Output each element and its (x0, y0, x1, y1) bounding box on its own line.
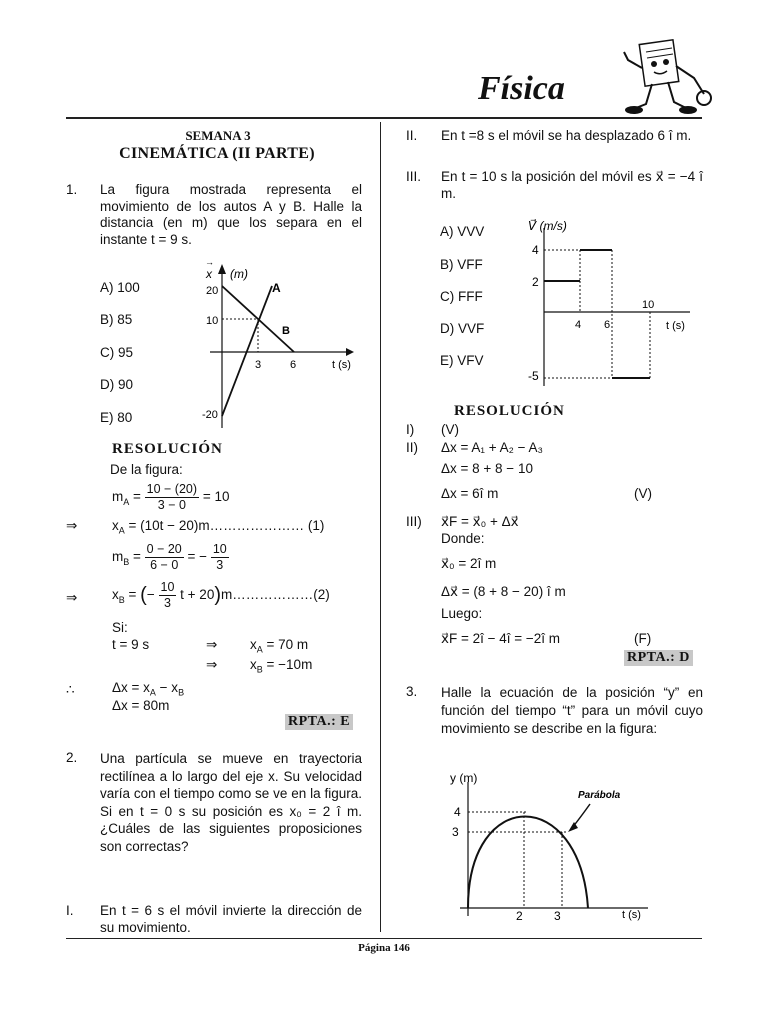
g2-y-label: V⃗ (m/s) (528, 219, 567, 233)
resolucion-1-title: RESOLUCIÓN (112, 441, 223, 457)
answer-badge-1: RPTA.: E (285, 714, 353, 730)
page-header-title: Física (478, 70, 565, 107)
problem-2-text: Una partícula se mueve en trayectoria rectilínea a lo largo del eje x. Su velocidad varía con el tiempo como se ve en la figura. Si en t = 0 s su posición es x₀ = 2 î m. ¿Cuáles de las siguientes proposiciones son correctas? (100, 751, 362, 854)
p1-option-b: B) 85 (100, 312, 133, 327)
p2-option-c: C) FFF (440, 289, 483, 304)
problem-1-text: La figura mostrada representa el movimiento de los autos A y B. Halle la distancia (en m) que los separa en el instante t = 9 s. (100, 182, 362, 247)
g1-x-label: t (s) (332, 359, 351, 371)
res2-donde: Donde: (441, 531, 485, 546)
res1-ma-equation: $m_A$ = $\frac{10 - (20)}{3 - 0}$ = 10 (112, 482, 230, 512)
p1-option-d: D) 90 (100, 377, 134, 392)
p2-option-e: E) VFV (440, 353, 484, 368)
g1-tick-6: 6 (290, 359, 297, 371)
prop-1-text: En t = 6 s el móvil invierte la dirección de su movimiento. (100, 903, 362, 935)
g3-tick-t3: 3 (554, 909, 561, 923)
res2-ii-c: Δx = 6î m (441, 486, 499, 501)
g1-label-b: B (282, 325, 290, 337)
res1-xa-value: $x_A = 70$ m (250, 637, 309, 655)
res2-luego: Luego: (441, 606, 483, 621)
g1-yvar-label: x (206, 267, 212, 281)
p1-option-e: E) 80 (100, 410, 133, 425)
res1-implies-4: ⇒ (206, 657, 218, 672)
res1-mb-equation: $m_B$ = $\frac{0 - 20}{6 - 0}$ = − $\frac{10}{3}$ (112, 542, 227, 572)
g3-y-label: y (m) (450, 771, 478, 785)
p2-option-b: B) VFF (440, 257, 483, 272)
res1-intro: De la figura: (110, 462, 183, 477)
mascot-book-icon (612, 38, 717, 120)
res1-t9: t = 9 s (112, 637, 150, 652)
g1-tick-10: 10 (206, 315, 219, 327)
g1-line-a (222, 286, 272, 416)
res2-ii-mark: (V) (634, 486, 652, 501)
resolucion-2-title: RESOLUCIÓN (454, 403, 565, 419)
p1-option-a: A) 100 (100, 280, 140, 295)
velocity-time-graph (522, 210, 702, 392)
res1-implies-2: ⇒ (66, 590, 78, 605)
g3-tick-3: 3 (452, 825, 459, 839)
problem-1-number: 1. (66, 182, 78, 197)
res2-iii-mark: (F) (634, 631, 652, 646)
topic-title: CINEMÁTICA (II PARTE) (119, 145, 315, 162)
res1-delta-x-2: Δx = 80m (112, 698, 170, 713)
week-label: SEMANA 3 (185, 128, 251, 143)
g1-tick-3: 3 (255, 359, 262, 371)
g1-tick-neg20: -20 (202, 409, 218, 421)
p1-option-c: C) 95 (100, 345, 134, 360)
res2-iii-b: x⃗₀ = 2î m (441, 556, 497, 571)
g2-tick-2: 2 (532, 275, 539, 289)
res2-ii-a: Δx = A₁ + A₂ − A₃ (441, 440, 543, 455)
res2-iii-d: x⃗F = 2î − 4î = −2î m (441, 631, 561, 646)
problem-2-number: 2. (66, 750, 78, 765)
res1-xb-value: $x_B = -10m$ (250, 657, 313, 675)
prop-1-number: I. (66, 903, 74, 918)
g2-tick-4: 4 (532, 243, 539, 257)
prop-3-number: III. (406, 169, 422, 184)
g1-label-a: A (272, 281, 281, 295)
res2-iii-label: III) (406, 514, 422, 529)
page-number: Página 146 (358, 942, 410, 954)
svg-text:→: → (205, 257, 214, 267)
column-divider (380, 122, 381, 932)
g2-tick-t10: 10 (642, 299, 655, 311)
footer-rule (66, 938, 702, 939)
g3-tick-t2: 2 (516, 909, 523, 923)
res1-delta-x-1: $\Delta x = x_A - x_B$ (112, 680, 185, 698)
position-time-graph-1 (196, 256, 364, 436)
res2-iii-c: Δx⃗ = (8 + 8 − 20) î m (441, 584, 566, 599)
problem-3-number: 3. (406, 684, 418, 699)
res2-ii-b: Δx = 8 + 8 − 10 (441, 461, 533, 476)
g3-curve-label: Parábola (578, 790, 621, 801)
answer-badge-2: RPTA.: D (624, 650, 693, 666)
g3-x-label: t (s) (622, 909, 641, 921)
res2-iii-a: x⃗F = x⃗₀ + Δx⃗ (441, 514, 519, 529)
res1-implies-1: ⇒ (66, 518, 78, 533)
header-rule (66, 117, 702, 119)
res2-ii-label: II) (406, 440, 418, 455)
g2-tick-t6: 6 (604, 319, 611, 331)
prop-2-text: En t =8 s el móvil se ha desplazado 6 î m. (441, 128, 692, 143)
res1-implies-3: ⇒ (206, 637, 218, 652)
g2-x-label: t (s) (666, 320, 685, 332)
res2-i: (V) (441, 422, 459, 437)
p2-option-d: D) VVF (440, 321, 485, 336)
res1-therefore: ∴ (66, 682, 75, 697)
g2-tick-t4: 4 (575, 319, 582, 331)
prop-3-text: En t = 10 s la posición del móvil es x⃗ = −4 î m. (441, 169, 703, 201)
g3-tick-4: 4 (454, 805, 461, 819)
prop-2-number: II. (406, 128, 418, 143)
problem-3-text: Halle la ecuación de la posición “y” en función del tiempo “t” para un móvil cuyo movimiento se describe en la figura: (441, 685, 703, 736)
parabola-position-graph (440, 766, 662, 926)
res1-si: Si: (112, 620, 128, 635)
res1-xa-equation: $x_A = (10t$ − 20)m………………… (1) (112, 518, 325, 536)
res2-i-label: I) (406, 422, 415, 437)
p2-option-a: A) VVV (440, 224, 485, 239)
res1-xb-equation: $x_B$ = (− $\frac{10}{3}$ t + 20)m………………(2) (112, 580, 330, 610)
g2-tick-neg5: -5 (528, 369, 539, 383)
g1-tick-20: 20 (206, 285, 219, 297)
g1-y-unit: (m) (230, 267, 248, 281)
